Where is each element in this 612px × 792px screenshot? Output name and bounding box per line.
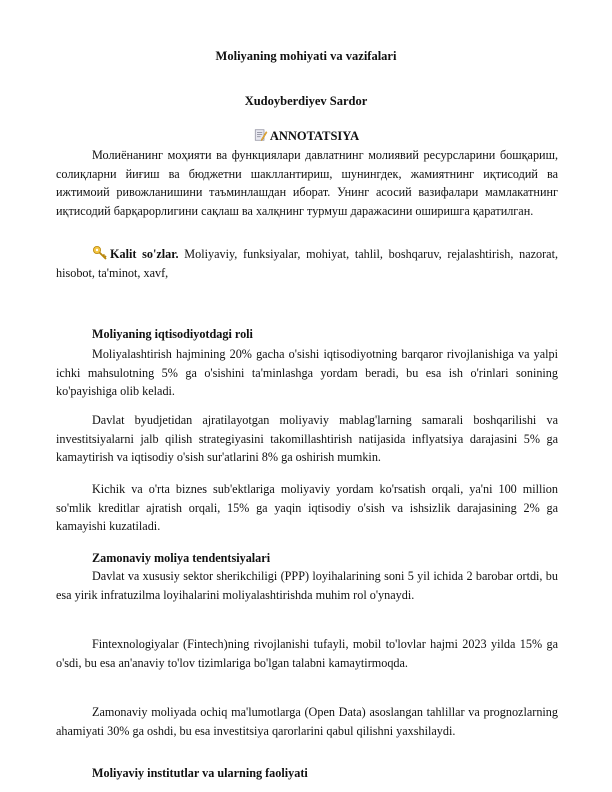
section2-paragraph-3: Zamonaviy moliyada ochiq ma'lumotlarga (Open Data) asoslangan tahlillar va prognozlarning ahamiyati 30% ga oshdi, bu esa investitsiya qarorlarini qabul qilishni yaxshilaydi. xyxy=(56,705,558,738)
section-heading-role: Moliyaning iqtisodiyotdagi roli xyxy=(92,327,253,341)
paper-title: Moliyaning mohiyati va vazifalari xyxy=(215,49,397,63)
keywords-paragraph xyxy=(56,245,558,282)
annotation-paragraph: Молиёнанинг моҳияти ва функциялари давлатнинг молиявий ресурсларини бошқариш, солиқларни йиғиш ва бюджетни шакллантириш, шунингдек, жамиятнинг иқтисодий ва ижтимоий ривожланишини таъминлашдан иборат. Унинг асосий вазифалари мамлакатнинг иқтисодий барқарорлигини сақлаш ва халқнинг турмуш даражасини оширишга қаратилган. xyxy=(56,148,558,218)
author-name: Xudoyberdiyev Sardor xyxy=(244,94,368,108)
annotation-heading: ANNOTATSIYA xyxy=(269,129,360,143)
section2-paragraph-2: Fintexnologiyalar (Fintech)ning rivojlanishi tufayli, mobil to'lovlar hajmi 2023 yilda 15% ga o'sdi, bu esa an'anaviy to'lov tizimlariga bo'lgan talabni kamaytirmoqda. xyxy=(56,637,558,670)
section2-paragraph-1: Davlat va xususiy sektor sherikchiligi (PPP) loyihalarining soni 5 yil ichida 2 barobar ortdi, bu esa yirik infratuzilma loyihalarini moliyalashtirishda muhim rol o'ynaydi. xyxy=(56,569,558,602)
key-icon xyxy=(92,245,108,261)
section1-paragraph-1: Moliyalashtirish hajmining 20% gacha o'sishi iqtisodiyotning barqaror rivojlanishiga va yalpi ichki mahsulotning 5% ga o'sishini ta'minlashga yordam beradi, bu esa ish o'rinlari sonining ko'payishiga olib keladi. xyxy=(56,347,558,399)
section-heading-institutions: Moliyaviy institutlar va ularning faoliyati xyxy=(92,766,308,780)
section1-paragraph-2: Davlat byudjetidan ajratilayotgan moliyaviy mablag'larning samarali boshqarilishi va investitsiyalarni jalb qilish strategiyasini takomillashtirish natijasida inflyatsiya darajasini 5% ga kamaytirish va iqtisodiy o'sish sur'atlarini 8% ga oshirish mumkin. xyxy=(56,413,558,465)
keywords-label: Kalit so'zlar. xyxy=(110,247,179,261)
section-heading-trends: Zamonaviy moliya tendentsiyalari xyxy=(92,551,271,565)
memo-icon xyxy=(253,128,268,142)
annotation-heading-row xyxy=(0,127,612,146)
keywords-list: Moliyaviy, funksiyalar, mohiyat, tahlil, boshqaruv, rejalashtirish, nazorat, hisobot, ta'minot, xavf, xyxy=(56,247,559,280)
section1-paragraph-3: Kichik va o'rta biznes sub'ektlariga moliyaviy yordam ko'rsatish orqali, ya'ni 100 million so'mlik kreditlar ajratish orqali, 15% ga yaqin iqtisodiy o'sish va ishsizlik darajasining 2% ga kamayishi kuzatiladi. xyxy=(56,482,558,534)
